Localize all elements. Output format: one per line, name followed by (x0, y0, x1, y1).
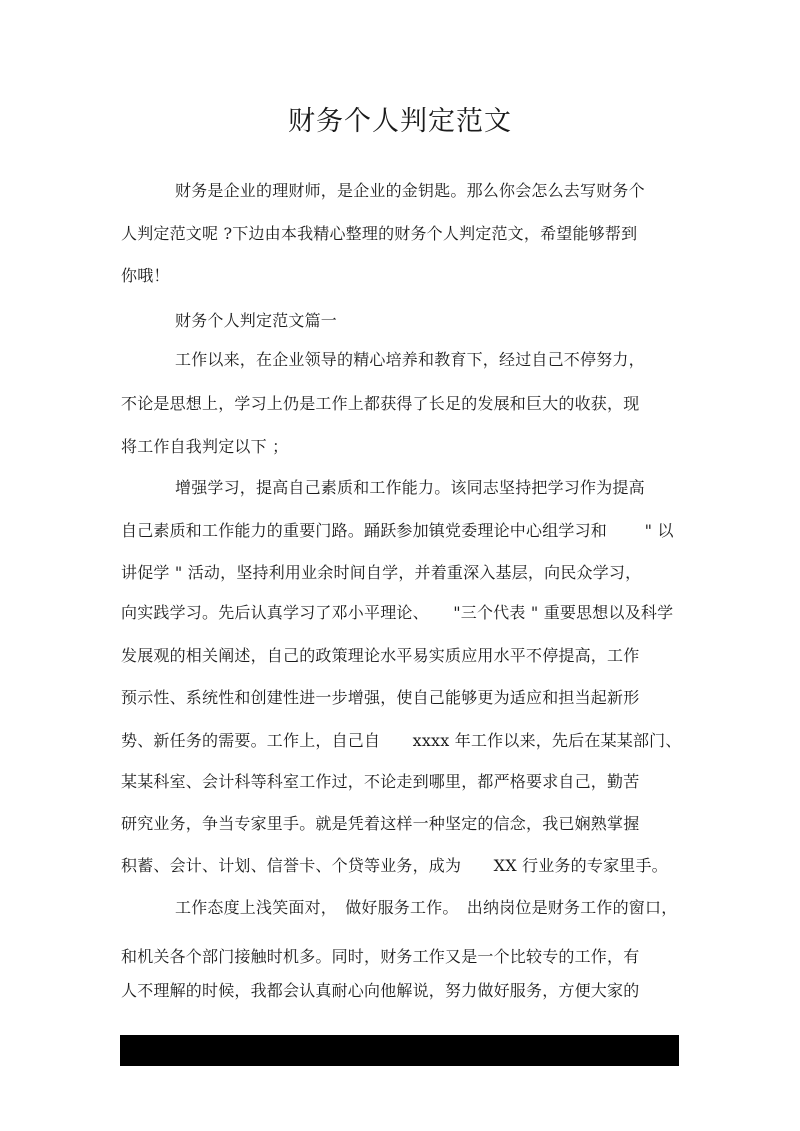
paragraph-line: 人判定范文呢 ?下边由本我精心整理的财务个人判定范文，希望能够帮到 (121, 224, 638, 243)
section-heading: 财务个人判定范文篇一 (175, 311, 338, 330)
paragraph-line: 将工作自我判定以下 ； (121, 437, 289, 456)
redaction-bar (120, 1035, 679, 1066)
paragraph-line: 工作态度上浅笑面对， 做好服务工作。 出纳岗位是财务工作的窗口， (175, 898, 678, 917)
paragraph-line: 预示性、系统性和创建性进一步增强，使自己能够更为适应和担当起新形 (121, 688, 640, 707)
paragraph-line: 讲促学 " 活动，坚持利用业余时间自学，并着重深入基层，向民众学习， (121, 563, 642, 582)
paragraph-line: 财务是企业的理财师，是企业的金钥匙。那么你会怎么去写财务个 (175, 181, 645, 200)
paragraph-line: 积蓄、会计、计划、信誉卡、个贷等业务，成为 XX 行业务的专家里手。 (121, 856, 668, 875)
paragraph-line: 自己素质和工作能力的重要门路。踊跃参加镇党委理论中心组学习和 " 以 (121, 521, 674, 540)
paragraph-line: 工作以来，在企业领导的精心培养和教育下，经过自己不停努力， (175, 350, 645, 369)
paragraph-line: 研究业务，争当专家里手。就是凭着这样一种坚定的信念，我已娴熟掌握 (121, 814, 640, 833)
paragraph-line: 和机关各个部门接触时机多。同时，财务工作又是一个比较专的工作，有 (121, 947, 640, 966)
paragraph-line: 人不理解的时候，我都会认真耐心向他解说，努力做好服务，方便大家的 (121, 981, 640, 1000)
paragraph-line: 某某科室、会计科等科室工作过，不论走到哪里，都严格要求自己，勤苦 (121, 772, 640, 791)
document-title: 财务个人判定范文 (288, 106, 512, 137)
paragraph-line: 增强学习，提高自己素质和工作能力。该同志坚持把学习作为提高 (175, 478, 645, 497)
paragraph-line: 向实践学习。先后认真学习了邓小平理论、 "三个代表 " 重要思想以及科学 (121, 603, 674, 622)
paragraph-line: 势、新任务的需要。工作上，自己自 xxxx 年工作以来，先后在某某部门、 (121, 731, 682, 750)
paragraph-line: 你哦！ (121, 266, 170, 285)
paragraph-line: 不论是思想上，学习上仍是工作上都获得了长足的发展和巨大的收获，现 (121, 394, 640, 413)
paragraph-line: 发展观的相关阐述，自己的政策理论水平易实质应用水平不停提高，工作 (121, 646, 640, 665)
